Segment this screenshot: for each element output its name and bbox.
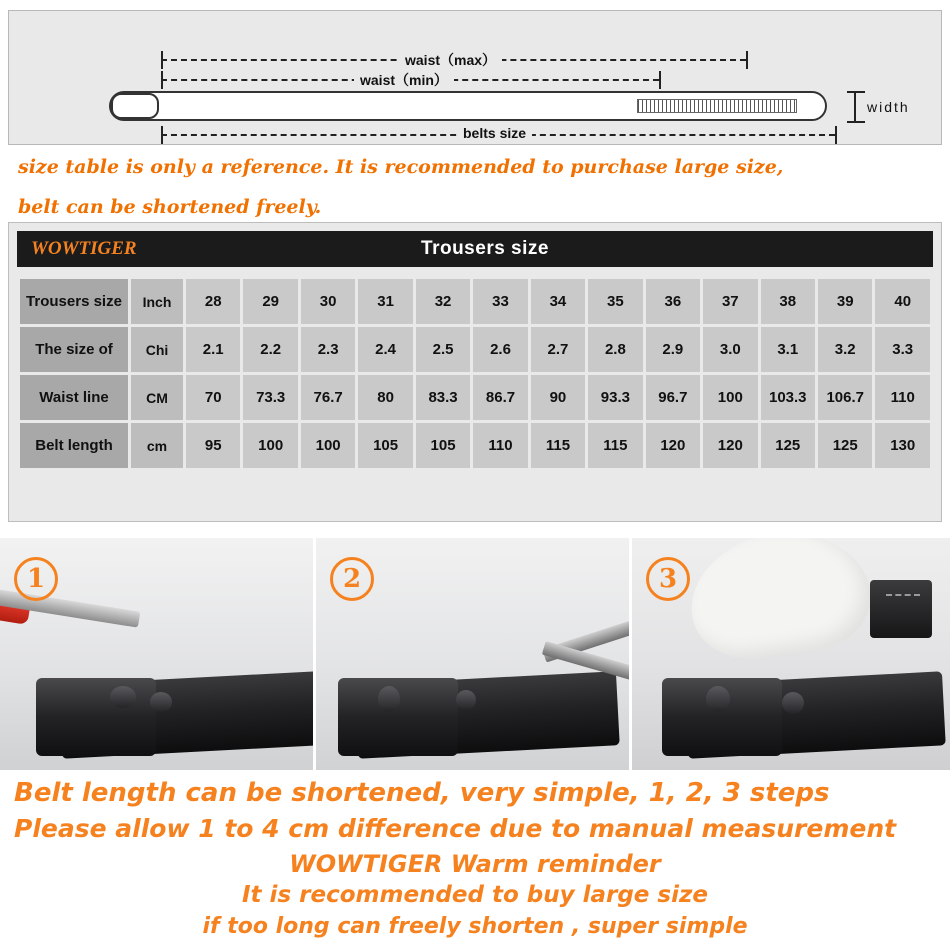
cell: 103.3 — [761, 375, 815, 420]
size-table-header — [17, 231, 933, 267]
cell: 34 — [531, 279, 585, 324]
cell: 36 — [646, 279, 700, 324]
table-row — [20, 327, 930, 372]
waist-max-label: waist（max） — [399, 50, 502, 70]
width-bracket — [854, 91, 856, 121]
cell: 125 — [761, 423, 815, 468]
cell: 86.7 — [473, 375, 527, 420]
width-top-cap — [847, 91, 865, 93]
table-row — [20, 423, 930, 468]
cell: 39 — [818, 279, 872, 324]
cell: 2.2 — [243, 327, 297, 372]
cell: 110 — [875, 375, 930, 420]
cell: 30 — [301, 279, 355, 324]
cell: 37 — [703, 279, 757, 324]
cell: 130 — [875, 423, 930, 468]
cell: 3.0 — [703, 327, 757, 372]
cell: 3.1 — [761, 327, 815, 372]
step-photo-3 — [632, 538, 950, 770]
waist-min-right-tick — [659, 71, 661, 89]
step-number-1: 1 — [14, 552, 58, 601]
cell: 31 — [358, 279, 412, 324]
step-number-2: 2 — [330, 552, 374, 601]
cell: 2.5 — [416, 327, 470, 372]
cell: 2.1 — [186, 327, 240, 372]
belt-buckle-photo — [36, 678, 156, 756]
waist-max-right-tick — [746, 51, 748, 69]
size-table-title: Trousers size — [421, 238, 549, 259]
instruction-line-3: WOWTIGER Warm reminder — [289, 850, 661, 878]
cell: 96.7 — [646, 375, 700, 420]
cell: 100 — [703, 375, 757, 420]
cell: 95 — [186, 423, 240, 468]
cell: 90 — [531, 375, 585, 420]
cell: 3.3 — [875, 327, 930, 372]
cell: 80 — [358, 375, 412, 420]
reference-note-line1: size table is only a reference. It is recommended to purchase large size, — [18, 156, 784, 178]
row-unit: CM — [131, 375, 183, 420]
width-label: width — [867, 99, 910, 115]
cell: 120 — [646, 423, 700, 468]
row-label: Waist line — [20, 375, 128, 420]
cell: 2.7 — [531, 327, 585, 372]
instruction-line-5: if too long can freely shorten , super simple — [202, 914, 748, 939]
belts-size-label: belts size — [457, 125, 532, 141]
buckle-knob — [110, 686, 136, 708]
row-label: Belt length — [20, 423, 128, 468]
cell: 2.6 — [473, 327, 527, 372]
cell: 83.3 — [416, 375, 470, 420]
cell: 2.9 — [646, 327, 700, 372]
size-table — [17, 276, 933, 471]
buckle-knob — [782, 692, 804, 714]
cell: 115 — [531, 423, 585, 468]
step-photos — [0, 538, 950, 770]
brand-logo: WOWTIGER — [31, 238, 137, 259]
belts-size-right-tick — [835, 126, 837, 144]
reference-note-line2: belt can be shortened freely. — [18, 196, 322, 218]
cell: 70 — [186, 375, 240, 420]
cell: 32 — [416, 279, 470, 324]
cell: 29 — [243, 279, 297, 324]
cell: 105 — [358, 423, 412, 468]
row-label: Trousers size — [20, 279, 128, 324]
cell: 100 — [301, 423, 355, 468]
step-photo-1 — [0, 538, 313, 770]
cell: 2.4 — [358, 327, 412, 372]
cell: 2.3 — [301, 327, 355, 372]
buckle-knob — [150, 692, 172, 712]
cell: 76.7 — [301, 375, 355, 420]
cell: 38 — [761, 279, 815, 324]
cell: 120 — [703, 423, 757, 468]
cell: 33 — [473, 279, 527, 324]
belt-buckle-photo — [338, 678, 458, 756]
row-unit: Chi — [131, 327, 183, 372]
belt-buckle-illustration — [111, 93, 159, 119]
waist-min-label: waist（min） — [354, 70, 454, 90]
row-unit: Inch — [131, 279, 183, 324]
row-unit: cm — [131, 423, 183, 468]
belt-measurement-diagram — [8, 10, 942, 145]
cell: 105 — [416, 423, 470, 468]
row-label: The size of — [20, 327, 128, 372]
cell: 93.3 — [588, 375, 642, 420]
cell: 110 — [473, 423, 527, 468]
instruction-line-1: Belt length can be shortened, very simple, 1, 2, 3 steps — [14, 778, 830, 808]
size-table-container — [8, 222, 942, 522]
buckle-knob — [456, 690, 476, 710]
buckle-knob — [378, 686, 400, 712]
cell: 125 — [818, 423, 872, 468]
cell: 28 — [186, 279, 240, 324]
instruction-line-2: Please allow 1 to 4 cm difference due to manual measurement — [14, 814, 897, 843]
width-bottom-cap — [847, 121, 865, 123]
cell: 115 — [588, 423, 642, 468]
cell: 2.8 — [588, 327, 642, 372]
cell: 3.2 — [818, 327, 872, 372]
belt-clip-part — [870, 580, 932, 638]
cell: 100 — [243, 423, 297, 468]
cell: 73.3 — [243, 375, 297, 420]
gloved-hand-photo — [683, 538, 878, 666]
step-number-3: 3 — [646, 552, 690, 601]
belt-clip-stitching — [886, 594, 920, 596]
cell: 35 — [588, 279, 642, 324]
table-row — [20, 279, 930, 324]
buckle-knob — [706, 686, 730, 712]
table-row — [20, 375, 930, 420]
belt-teeth-illustration — [637, 99, 797, 113]
cell: 106.7 — [818, 375, 872, 420]
instruction-line-4: It is recommended to buy large size — [242, 882, 708, 908]
step-photo-2 — [316, 538, 629, 770]
cell: 40 — [875, 279, 930, 324]
